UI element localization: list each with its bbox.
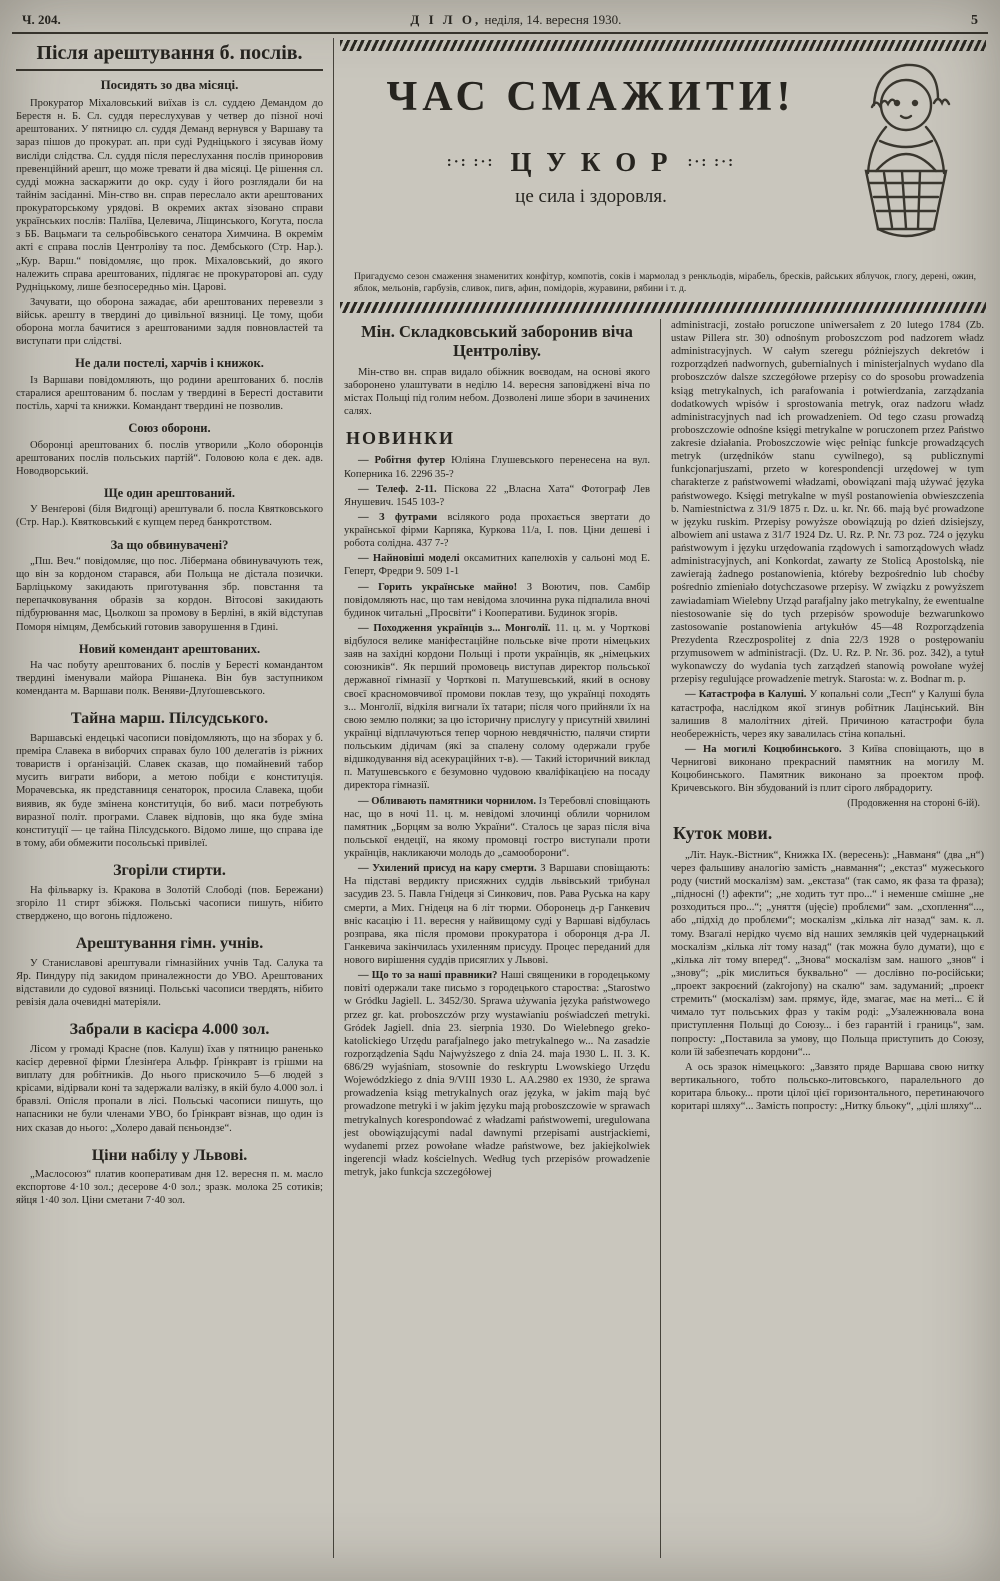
section-heading: Новий комендант арештованих. xyxy=(78,641,261,656)
left-column xyxy=(12,38,334,1558)
news-item-text: З Воютич, пов. Самбір повідомляють нас, що там невідома злочинна рука підпалила вночі будинок читальні „Просвіти“ і Кооперативи. Будинок згорів. xyxy=(344,581,650,619)
lead-subhead: Посидять зо два місяці. xyxy=(100,77,239,92)
news-item-lead: — Найновіші моделі xyxy=(358,553,460,565)
article-section xyxy=(16,538,323,634)
news-item xyxy=(344,622,650,793)
news-item-lead: — Горить українське майно! xyxy=(358,581,518,593)
news-item xyxy=(344,454,650,480)
lead-paragraph: Прокуратор Міхаловський виїхав із сл. суддею Демандом до Берестя н. Б. Сл. суддя переслухував у четвер до пізної ночі арештованих. У пятницю сл. суддя Деманд вернувся у Варшаву та зараз пішов до прокурат. ап. при суді Рудніцького і зясував йому висліди слідства. Сл. суддя після переслухання послів приноровив превенційний арешт, що може тревати й два місяці. Це рішення сл. судді можна заскаржити до окр. суду і його розглядали би на тайнім засіданні. Мін-ство вн. справ переслало акти арештованих прокураторському урядові. В окремих актах зізовано справи українських послів: Паліїва, Целевича, Ліщинського, Когута, посла з ББ. Вацьмаги та сельробівського сенатора Химчина. В окремім акті є справа послів Центроліву та пос. Дембського (Стр. Нар.). „Кур. Варш.“ повідомляє, що прок. Міхаловський, до якого належить справа арештованих, підлягає не прокураторові ап. суду Рудніцькому, лише безпосередньо мін. Царові. xyxy=(16,98,323,293)
news-item xyxy=(671,743,984,796)
news-item-text: Наші священики в городецькому повіті одержали таке письмо з городецького староства: „Starostwo w Gródku Jagiell. L. 3452/30. Sprawa używania języka państwowego przez gr. kat. proboszczów przy wystawianiu poświadczeń metryki. Gródek Jagiell. dnia 23. sierpnia 1930. Do Wielebnego greko-katolickiego Urzędu parafjalnego jako metrykalnego w... Na zasadzie rozporządzenia Sądu Najwyższego z dnia 24. maja 1930 L. II. 3. K. 686/29 wyjaśniam, stosownie do reskryptu Lwowskiego Urzędu Wojewódzkiego z dnia 9/VIII 1930 L. AA.2980 ex 1930, że sprawa prowadzenia ksiąg metrykalnych oraz języka, w jakim mają być prowadzone metryki i w jakim języku mają proboszczowie w sprawach metrykalnych korespondować z władzami państwowemi, uregulowana jest obowiązującymi nadal dawnymi przepisami austrjackiemi, wydanemi przez powołane władze państwowe, bez jakiejkolwiek ingerencji władz kościelnych. Według tych przepisów prowadzenie metryk, jako funkcja szczegółowej xyxy=(344,970,650,1178)
feature-body: У Станиславові арештували гімназійних учнів Тад. Салука та Яр. Пиндуру під закидом приналежности до УВО. Арештованих відставили до судової вязниці. Польські часописи твердять, нібито ревізія дала очевидні матеріяли. xyxy=(16,957,323,1009)
news-item-lead: — З футрами xyxy=(358,511,438,523)
feature-heading: Ціни набілу у Львові. xyxy=(91,1146,248,1164)
news-item-text: З Київа сповіщають, що в Чернигові виконано прекрасний памятник на могилу М. Коцюбинського. Памятник виконано за проектом проф. Кричевського. Він збудований із плит сірого лябрадориту. xyxy=(671,743,984,795)
section-body: „Пш. Веч.“ повідомляє, що пос. Лібермана обвинувачують теж, що він за кордоном старався, аби Польща не дістала позички. Барліцькому закидають приготування збр. повстання та перепачковування образів за кордон. Вітосові закидають підбурювання мас, Цьолкош за промову в Берліні, в якій відступав Поморя німцям, Дембський готовив заворушення в Гдині. xyxy=(16,555,323,633)
ad-headline: ЧАС СМАЖИТИ! xyxy=(386,74,796,120)
feature-heading: Тайна марш. Пілсудського. xyxy=(70,710,269,728)
section-heading: Ще один арештований. xyxy=(103,485,236,500)
news-item-text: всілякого рода прохається звертати до української фірми Карпяка, Куркова 11/а, І. пов. Ціни дешеві і робота солідна. 437 7-? xyxy=(344,511,651,550)
ad-product-name: Ц У К О Р xyxy=(510,147,672,177)
article-section xyxy=(16,421,323,478)
letter-continuation: administracji, zostało poruczone uniwersałem z 20 lutego 1784 (Zb. ustaw Pillera str. 30) odnośnym proboszczom pod nadzorem władz administracyjnych. W całym szeregu późniejszych dekretów i rozporządzeń nadwornych, gubernialnych i ministerjalnych wydano dla proboszczów dalsze szczegółowe przepisy co do sposobu prowadzenia ksiąg metrykalnych, ich parafowania i potwierdzania, zarządzania dodatkowych wpisów i sprostowania metryk, oraz nadzoru władz administracyjnych nad ich prowadzeniem. Od tego czasu prowadzą proboszczowie odnośne księgi metrykalne w poruczonem przez Państwo zakresie działania. Proboszczowie więc pełniąc funkcje prowadzących metryk (urzędników stanu cywilnego), są publicznymi funkcjonarjuszami, przeto w korespondencji urzędowej w tym charakterze z państwowemi władzami, obowiązani mają używać języka państwowego. Księgi metrykalne w myśl postanowienia obwieszczenia b. Namiestnictwa z 31/9 1875 r. Dz. u. kr. Nr. 66. mają być prowadzone w języku ruskim. Przepisy powyższe obowiązują po dzień dzisiejszy, albowiem ani ustawa z 31/7 1924 Dz. U. Rz. P. Nr. 73 poz. 724 o języku państwowym i języku urzędowania rządowych i samorządowych władz administracyjnych, ani Konkordat, zawarty ze Stolicą Apostolską, nie zawierają żadnego postanowienia, któreby bezpośrednio lub choćby pośrednio zmieniało dotychczasowe przepisy. W związku z powyższem zawiadamiam Wielebny Urząd parafjalny jako metrykalny, że ewentualne niestosowanie się do tych przepisów spowoduje bezwarunkowo zastosowanie postanowienia artykułów 45—48 Rozporządzenia Prezydenta Rzeczpospolitej z dnia 22/3 1928 o postępowaniu przymusowem w administracji. (Dz. U. Rz. P. Nr. 36. poz. 342), a tytuł wykonawczy do wydania tych zarządzeń stanowią powołane wyżej przepisy regulujące prowadzenie metryk. Starosta: w. z. Bodnar m. p. xyxy=(671,319,984,686)
news-item-text: Із Теребовлі сповіщають нас, що в ночі 11. ц. м. невідомі злочинці облили чорнилом памятник „Борцям за волю України“. Сталось це зараз після віча польської ендеції, на якому промовці гостро виступали проти українців, накликаючи молодь до „самооборони“. xyxy=(344,795,650,859)
news-item xyxy=(344,969,650,1179)
middle-column xyxy=(334,319,661,1558)
feature-article xyxy=(16,935,323,1009)
article-section xyxy=(16,642,323,699)
news-item-lead: — Що то за наші правники? xyxy=(358,970,498,982)
section-body: Із Варшави повідомляють, що родини арештованих б. послів старалися арештованим б. послам у твердині в Бересті доставити постіль, харчі та книжки. Командант твердині не позволив. xyxy=(16,374,323,412)
ministry-body: Мін-ство вн. справ видало обіжник воєводам, на основі якого заборонено улаштувати в неділю 14. вересня заповіджені віча по містах Польщі під голим небом. Дозволені лише збори в зачинених салях. xyxy=(344,366,650,418)
lead-article xyxy=(16,42,323,348)
lead-headline: Після арештування б. послів. xyxy=(16,42,323,71)
feature-article xyxy=(16,1147,323,1208)
masthead-title xyxy=(410,12,621,28)
feature-body: „Маслосоюз“ платив кооперативам дня 12. вересня п. м. масло експортове 4·10 зол.; десерове 4·0 зол.; зразк. молока 25 сотиків; яйця 1·40 зол. Ціни сметани 7·40 зол. xyxy=(16,1169,323,1207)
ad-decor-left: :·: :·: xyxy=(446,154,495,170)
news-item-text: Юліяна Глушевського перенесена на вул. Коперника 16. 2296 35-? xyxy=(344,455,650,480)
news-item xyxy=(671,688,984,741)
date-line: неділя, 14. вересня 1930. xyxy=(484,12,622,27)
news-item-text: Піскова 22 „Власна Хата“ Фотограф Лев Янушевич. 1545 103-? xyxy=(344,483,650,508)
ministry-article xyxy=(344,323,650,418)
ad-bottom-border xyxy=(340,302,986,313)
feature-heading: Арештування гімн. учнів. xyxy=(75,935,264,953)
kutok-heading: Куток мови. xyxy=(673,822,773,843)
section-body: На час побуту арештованих б. послів у Бересті командантом твердині іменували майора Рішанека. Він був заступником коменданта м. Варшави полк. Веняви-Длуґошевського. xyxy=(16,660,323,698)
section-body: У Венґерові (біля Видгощі) арештували б. посла Квятковського (Стр. Нар.). Квятковський є купцем перед банкротством. xyxy=(16,504,323,529)
news-item xyxy=(344,511,650,550)
news-item-lead: — Робітня футер xyxy=(358,455,446,467)
section-heading: За що обвинувачені? xyxy=(110,537,229,552)
masthead xyxy=(12,8,988,34)
feature-body: Варшавські ендецькі часописи повідомляють, що на зборах у б. преміра Славека в виборчих справах було 100 делегатів із ріжних товариств і орґанізацій. Славек сказав, що помайневий табор мусить виграти вибори, а метою побіди є конституція. Морачевська, як представниця сенаторок, просила Славека, щоби виявив, як буде змінена конституція, бо виб. маси потребують виразної політ. програми. Славек відповів, що яка буде зміна конституції — це тайна Пілсудського. Відомо лише, що справа іде в тому, аби обмежити посольські привілеї. xyxy=(16,732,323,849)
ad-top-border xyxy=(340,40,986,51)
news-item-lead: — Походження українців з... Монголії. xyxy=(358,622,551,634)
news-item-lead: — Ухилений присуд на кару смерти. xyxy=(358,863,537,875)
feature-heading: Згоріли стирти. xyxy=(113,862,226,880)
news-item-text: оксамитних капелюхів у сальоні мод Е. Геперт, Фредри 9. 509 1-1 xyxy=(344,553,650,578)
lower-columns xyxy=(334,319,988,1558)
news-item-lead: — Катастрофа в Калуші. xyxy=(685,689,807,701)
kutok-movy-section xyxy=(671,823,984,1114)
columns xyxy=(12,38,988,1558)
ad-product-row xyxy=(366,147,816,178)
continued-note: (Продовження на стороні 6-ій). xyxy=(847,798,980,810)
news-item xyxy=(344,862,650,967)
issue-number: Ч. 204. xyxy=(22,12,61,27)
sugar-advertisement xyxy=(340,40,986,313)
section-heading: Союз оборони. xyxy=(128,421,211,436)
news-item-text: У копальні соли „Тесп“ у Калуші була катастрофа, наслідком якої згинув робітник Лацінський. Він залишив 8 малолітних дітей. Причиною катастрофи була необережність, через яку завалилась стіна копальні. xyxy=(671,689,984,740)
novynky-section-title: НОВИНКИ xyxy=(346,428,456,449)
article-section xyxy=(16,356,323,413)
news-item-text: З Варшави сповіщають: На підставі вердикту присяжних суддів львівський трибунал засудив 23. 5. Павла Гнідеця зі Синкович, пов. Рава Руська на кару смерти, а Мих. Гнідеця на 6 літ тюрми. Оборонець д-р Ганкевич вніс касацію і 11. вересня у найвищому суді у Варшаві відбулась розправа, яка після промови прокуратора і оборонця д-ра Л. Ганкевича закінчилась ухиленням присуду. Процес переданий для нового вирішення суддів присяглих у Львові. xyxy=(344,863,650,966)
kutok-paragraph: „Літ. Наук.-Вістник“, Книжка IX. (вересень): „Навманя“ (два „н“) через фальшиву аналогію замість „навмання“; „екстаз“ мужеського роду (чистий москалізм) зам. „екстаза“ (так само, як фаза та фраза); „підносні (!) афекти“; „не ходить тут про...“ і неменше смішне „не розходиться про...“; „уняття (ujęcie) проблєми“ зам. „схоплення“..., або „підхід до проблєми“; москалізм „кілька літ назад“ зам. к. л. тому. Взагалі нерідко чуємо від наших земляків цей чудернацький москалізм „кілька літ тому назад“ (так можна було думати), що є „кілька літ тому вперед“. „Знова“ москалізм зам. нашого „знов“ і „знову“; „рік мислиться буквально“ — дослівно по-російськи; „проект закроєний (zakrojony) на скалю“ зам. задуманий; „проект стремить“ (москалізм) зам. прямує, йде, змагає, має на меті... Є й чимало тут польських фраз у такім роді: „Узалежнювала вона приступлення Польщі до Союзу... і без гарантій і границь“, зам. попросту: „Поставила за умову, що Польща приступить до Союзу, коли їй забезпечать кордони“... xyxy=(671,849,984,1058)
page-number: 5 xyxy=(971,13,978,28)
ad-decor-right: :·: :·: xyxy=(687,154,736,170)
section-body: Оборонці арештованих б. послів утворили „Коло оборонців арештованих послів польських партій“. Головою кола є дек. адв. Новодворський. xyxy=(16,439,323,477)
rightmost-column xyxy=(661,319,988,1558)
news-item-lead: — На могилі Коцюбинського. xyxy=(685,743,842,755)
ministry-heading: Мін. Складковський заборонив віча Центроліву. xyxy=(361,321,633,360)
right-area xyxy=(334,38,988,1558)
news-item-lead: — Обливають памятники чорнилом. xyxy=(358,795,536,807)
ad-tagline: це сила і здоровля. xyxy=(515,186,667,207)
news-item xyxy=(344,552,650,578)
lead-paragraph: Зачувати, що оборона зажадає, аби арештованих перевезли з військ. арешту в твердині до цивільної вязниці. Це тому, щоби оборона могла бачитися з арештованими задля повновластей та виступати при слідстві. xyxy=(16,296,323,348)
feature-heading: Забрали в касієра 4.000 зол. xyxy=(69,1021,270,1039)
feature-body: На фільварку із. Кракова в Золотій Слободі (пов. Бережани) згоріло 11 стирт збіжжя. Польські часописи пишуть, нібито стверджено, що вогонь підложено. xyxy=(16,884,323,922)
article-section xyxy=(16,486,323,530)
feature-article xyxy=(16,710,323,850)
news-item-text: 11. ц. м. у Чорткові відбулося велике маніфестаційне польське віче проти німецьких заяв на західні кордони Польщі і проти українців, як „німецьких союзників“. Як перший промовець виступав директор польської державної гімназії у Чорткові п. Матушевський, який в основу своєї красномовчивої промови поклав тезу, що українці походять з... Монголії, відкіля вигнали їх татари; після чого прийняли їх на свою землю поляки; за цю історичну прислугу у присутній хвилині українці відплачуються тепер чорною невдячністю, палячи стирти польським дідичам (які за спалену солому одержали грубе відшкодування від асекураційних т-в). — Такий історичний виклад п. Матушевського є безумовно чудовою кваліфікацією на посаду директора гімназії. xyxy=(344,622,650,792)
feature-article xyxy=(16,862,323,923)
ad-body xyxy=(340,51,986,263)
news-item xyxy=(344,483,650,509)
child-with-basket-illustration xyxy=(822,53,980,261)
ad-smallprint: Пригадуємо сезон смаження знаменитих конфітур, компотів, соків і мармолад з ренкльодів, мірабель, бресків, райських яблучок, глогу, дерені, ожин, яблок, мельонів, гарбузів, сливок, пигв, афин, помідорів, журавини, рябини і т. д. xyxy=(354,271,976,295)
paper-name: Д І Л О, xyxy=(410,12,482,27)
section-heading: Не дали постелі, харчів і книжок. xyxy=(75,356,264,371)
feature-article xyxy=(16,1021,323,1134)
news-item-lead: — Телеф. 2-11. xyxy=(358,483,437,495)
kutok-paragraph: А ось зразок німецького: „Завзято пряде Варшава свою нитку вертикального, тобто польсько-литовського, паралельного до коритара бльоку... проти цілої цієї горизонтального, перетинаючого коритарі шляху“... Замість попросту: „Нитку бльоку“, „цілі шляху“... xyxy=(671,1061,984,1113)
feature-body: Лісом у громаді Красне (пов. Калуш) їхав у пятницю раненько касієр деревної фірми Ґлезінґера Альфр. Ґрінкравт із грішми на виплату для робітників. До нього прискочило 5—6 людей з крісами, відірвали коні та задержали валізку, в якій було 4.000 зол. і бравзлі. Опісля пропали в лісі. Польські часописи пишуть, що напасники не були членами УВО, бо Ґрінкравт візнав, що один із них сказав до нього: „Холеро давай пєньондзе“. xyxy=(16,1043,323,1134)
news-item xyxy=(344,795,650,861)
news-item xyxy=(344,581,650,620)
